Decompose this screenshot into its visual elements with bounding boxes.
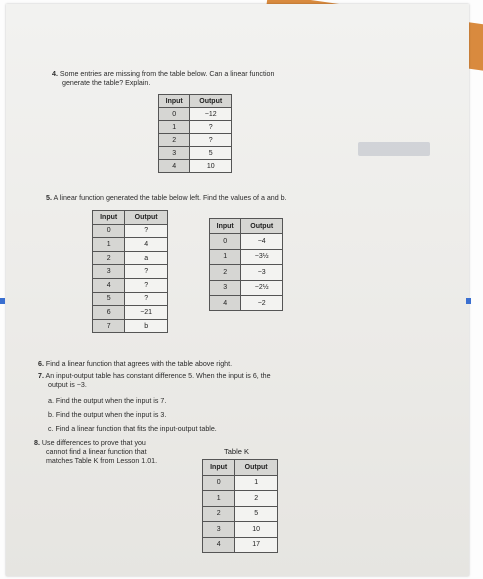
output-cell: −3½ [241,249,283,264]
bleed-through-badge [358,142,430,156]
q7b-text: b. Find the output when the input is 3. [48,411,167,419]
q5-right-table [209,218,283,311]
output-cell: 1 [235,475,278,491]
input-cell: 7 [93,319,125,333]
output-cell: b [125,319,168,333]
input-cell: 0 [203,475,235,491]
q7a-text: a. Find the output when the input is 7. [48,397,167,405]
output-header: Output [241,219,283,234]
q8-text-line2: cannot find a linear function that [46,448,147,456]
output-cell: 5 [190,147,232,160]
table-header-row [203,460,278,476]
table-header-row [210,219,283,234]
input-cell: 3 [210,280,241,295]
output-cell: 10 [235,522,278,538]
q4-text-line2: generate the table? Explain. [62,79,151,87]
output-header: Output [125,211,168,225]
input-cell: 0 [210,234,241,249]
input-header: Input [93,211,125,225]
input-cell: 1 [210,249,241,264]
table-row [159,108,232,121]
table-header-row [93,211,168,225]
q4-text-line1: 4. Some entries are missing from the table below. Can a linear function [52,70,275,78]
table-row [203,475,278,491]
input-cell: 4 [159,160,190,173]
table-row [93,306,168,320]
table-row [203,491,278,507]
input-header: Input [159,95,190,108]
table-row [93,319,168,333]
input-cell: 4 [210,295,241,310]
input-cell: 3 [93,265,125,279]
table-row [210,234,283,249]
q7c-text: c. Find a linear function that fits the input-output table. [48,425,217,433]
input-cell: 2 [159,134,190,147]
crop-handle-right[interactable] [466,298,471,304]
output-cell: −2½ [241,280,283,295]
input-cell: 5 [93,292,125,306]
table-row [93,251,168,265]
table-row [159,160,232,173]
table-row [203,537,278,553]
table-row [203,506,278,522]
output-cell: ? [125,265,168,279]
q8-text-line1: 8. Use differences to prove that you [34,439,146,447]
output-cell: a [125,251,168,265]
output-cell: 4 [125,238,168,252]
output-cell: −12 [190,108,232,121]
input-cell: 2 [93,251,125,265]
input-cell: 4 [93,278,125,292]
output-cell: 10 [190,160,232,173]
output-cell: ? [190,121,232,134]
table-row [93,224,168,238]
table-row [210,265,283,280]
input-cell: 0 [159,108,190,121]
table-row [159,134,232,147]
q4-table [158,94,232,173]
output-header: Output [235,460,278,476]
table-row [93,292,168,306]
q7-text-line2: output is −3. [48,381,87,389]
table-k [202,459,278,553]
input-cell: 2 [203,506,235,522]
table-row [210,295,283,310]
input-cell: 2 [210,265,241,280]
table-row [93,278,168,292]
table-header-row [159,95,232,108]
input-cell: 3 [203,522,235,538]
table-row [93,238,168,252]
input-cell: 0 [93,224,125,238]
output-cell: ? [190,134,232,147]
output-cell: 2 [235,491,278,507]
q5-left-table [92,210,168,333]
output-cell: −21 [125,306,168,320]
input-cell: 3 [159,147,190,160]
table-k-title: Table K [224,447,250,456]
table-row [159,121,232,134]
input-cell: 1 [203,491,235,507]
textbook-page [6,4,469,576]
output-cell: −4 [241,234,283,249]
crop-handle-left[interactable] [0,298,5,304]
q5-text: 5. A linear function generated the table below left. Find the values of a and b. [46,194,287,202]
input-header: Input [210,219,241,234]
input-cell: 1 [93,238,125,252]
input-cell: 6 [93,306,125,320]
input-cell: 4 [203,537,235,553]
input-cell: 1 [159,121,190,134]
table-row [210,249,283,264]
output-cell: ? [125,292,168,306]
q8-text-line3: matches Table K from Lesson 1.01. [46,457,158,465]
output-cell: −3 [241,265,283,280]
output-cell: 17 [235,537,278,553]
table-row [203,522,278,538]
output-cell: ? [125,278,168,292]
output-cell: 5 [235,506,278,522]
table-row [210,280,283,295]
output-cell: ? [125,224,168,238]
table-row [159,147,232,160]
output-cell: −2 [241,295,283,310]
table-row [93,265,168,279]
q6-text: 6. Find a linear function that agrees with the table above right. [38,360,233,368]
output-header: Output [190,95,232,108]
input-header: Input [203,460,235,476]
q7-text-line1: 7. An input-output table has constant difference 5. When the input is 6, the [38,372,271,380]
